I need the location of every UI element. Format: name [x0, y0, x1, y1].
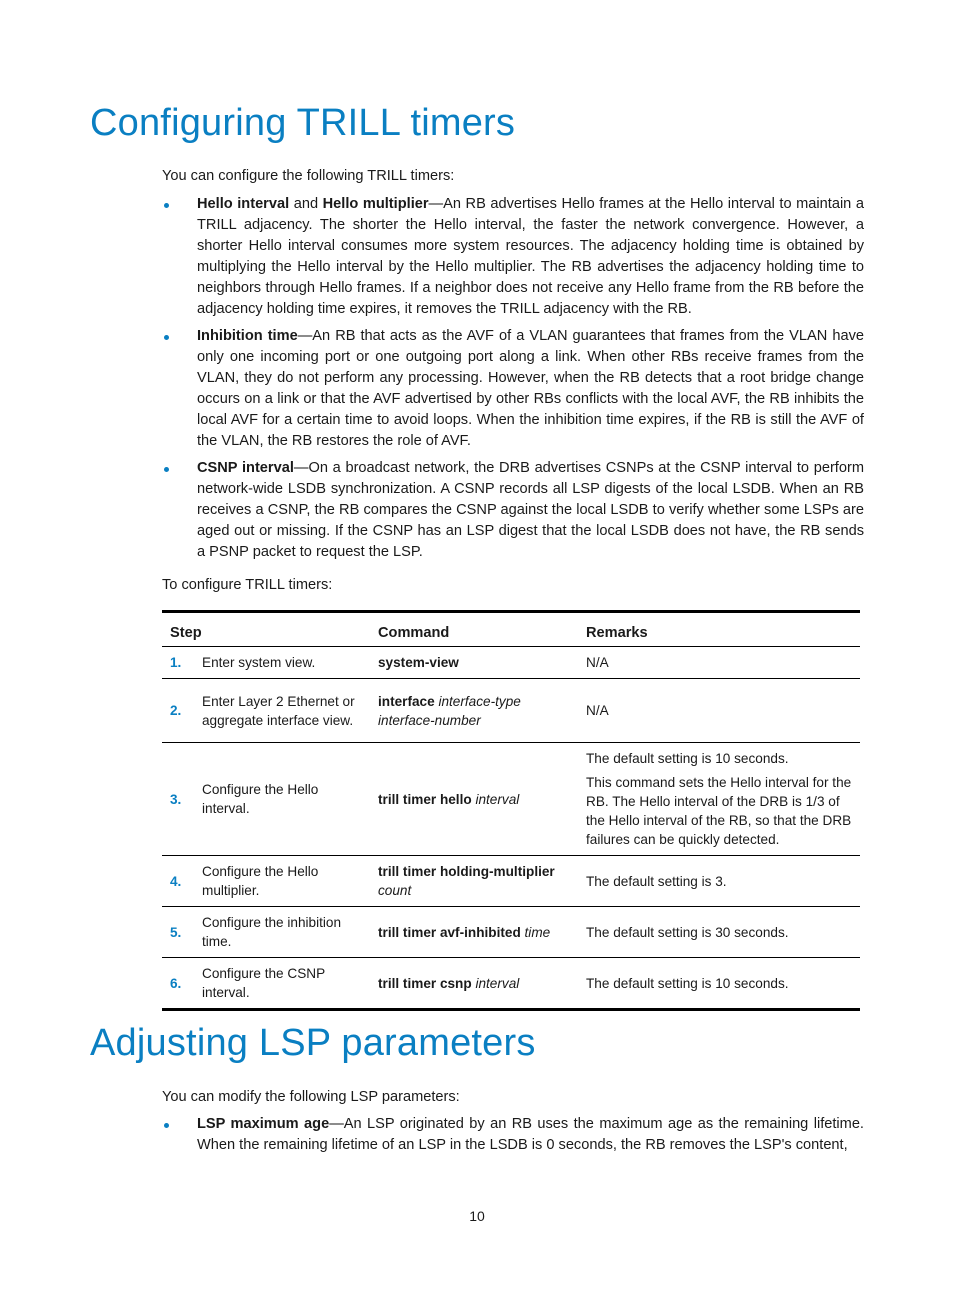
step-command — [370, 856, 578, 907]
bullet-icon — [164, 203, 169, 208]
section-title-lsp-parameters: Adjusting LSP parameters — [90, 1022, 536, 1064]
command-keyword: trill timer avf-inhibited — [378, 924, 521, 940]
command-argument: count — [378, 883, 412, 898]
step-number: 3. — [162, 743, 194, 856]
table-intro: To configure TRILL timers: — [162, 577, 333, 593]
step-command — [370, 907, 578, 958]
bullet-icon — [164, 467, 169, 472]
table-row — [162, 679, 860, 743]
remark-text: The default setting is 3. — [586, 873, 727, 889]
page-number: 10 — [469, 1208, 485, 1224]
step-number: 2. — [162, 679, 194, 743]
step-remarks — [578, 856, 860, 907]
section-title-trill-timers: Configuring TRILL timers — [90, 102, 516, 144]
step-number: 6. — [170, 975, 182, 991]
bullet-term: CSNP interval — [197, 460, 294, 476]
remark-text: N/A — [586, 655, 609, 670]
step-description: Configure the Hello interval. — [194, 743, 370, 856]
step-description: Configure the CSNP interval. — [202, 966, 325, 1000]
step-description: Configure the inhibition time. — [194, 907, 370, 958]
bullet-text: —An RB advertises Hello frames at the Hello interval to maintain a TRILL adjacency. The shorter the Hello interval, the faster the network convergence. However, a shorter Hello interval consumes more system resources. The adjacency holding time is obtained by multiplying the Hello interval by the Hello multiplier. The RB advertises the adjacency holding time to neighbors through Hello frames. If a neighbor does not receive any Hello frame from the RB before the adjacency holding time expires, it removes the TRILL adjacency with the RB. — [197, 196, 864, 317]
table-header-row — [162, 612, 860, 647]
bullet-text: —An RB that acts as the AVF of a VLAN guarantees that frames from the VLAN have only one incoming port or one outgoing port along a link. When other RBs receive frames from the VLAN, they do not perform any processing. However, when the RB detects that a root bridge change occurs on a link or that the AVF advertised by other RBs conflicts with the local AVF, the RB inhibits the local AVF for a certain time to avoid loops. When the inhibition time expires, if the RB is still the AVF of the VLAN, the RB restores the role of AVF. — [197, 328, 864, 449]
bullet-lsp-maximum-age — [162, 1114, 864, 1156]
bullet-term: Hello interval — [197, 196, 290, 212]
lsp-bullet-list — [162, 1114, 864, 1162]
intro-paragraph: You can configure the following TRILL timers: — [162, 168, 455, 184]
step-remarks — [578, 958, 860, 1010]
command-keyword: system-view — [378, 655, 459, 670]
bullet-hello-interval — [162, 194, 864, 320]
bullet-icon — [164, 335, 169, 340]
command-keyword: trill timer csnp — [378, 975, 472, 991]
remark-text: N/A — [586, 703, 609, 718]
step-command — [370, 743, 578, 856]
step-number: 5. — [162, 907, 194, 958]
bullet-text: —On a broadcast network, the DRB advertises CSNPs at the CSNP interval to perform network-wide LSDB synchronization. A CSNP records all LSP digests of the local LSDB. When an RB receives a CSNP, the RB compares the CSNP against the local LSDB to verify whether some LSPs are aged out or missing. If the CSNP has an LSP digest that the local LSDB does not have, the RB sends a PSNP packet to request the LSP. — [197, 460, 864, 560]
remark-text: This command sets the Hello interval for the RB. The Hello interval of the DRB is 1/3 of the Hello interval of the RB, so that the DRB failures can be quickly detected. — [586, 775, 852, 847]
bullet-csnp-interval — [162, 458, 864, 563]
step-description: Configure the Hello multiplier. — [194, 856, 370, 907]
step-remarks — [578, 679, 860, 743]
column-header-command: Command — [370, 612, 578, 647]
remark-text: The default setting is 30 seconds. — [586, 924, 789, 940]
command-argument: interface-type interface-number — [378, 693, 521, 728]
remark-text: The default setting is 10 seconds. — [586, 975, 789, 991]
step-description: Enter system view. — [194, 647, 370, 679]
table-row — [162, 856, 860, 907]
intro-paragraph: You can modify the following LSP parameters: — [162, 1089, 460, 1105]
command-keyword: trill timer holding-multiplier — [378, 864, 555, 879]
table-row — [162, 907, 860, 958]
column-header-step: Step — [162, 612, 370, 647]
step-description: Enter Layer 2 Ethernet or aggregate interface view. — [194, 679, 370, 743]
command-argument: interval — [475, 975, 520, 991]
table-row — [162, 958, 860, 1010]
command-argument: interval — [475, 791, 520, 807]
bullet-text: —An LSP originated by an RB uses the maximum age as the remaining lifetime. When the remaining lifetime of an LSP in the LSDB is 0 seconds, the RB removes the LSP's content, — [197, 1116, 864, 1153]
step-remarks — [578, 743, 860, 856]
command-argument: time — [524, 924, 551, 940]
bullet-term: Inhibition time — [197, 328, 298, 344]
step-command — [370, 647, 578, 679]
step-number: 4. — [162, 856, 194, 907]
bullet-term: LSP maximum age — [197, 1116, 330, 1132]
step-remarks — [578, 907, 860, 958]
bullet-inhibition-time — [162, 326, 864, 452]
bullet-icon — [164, 1123, 169, 1128]
step-command — [370, 679, 578, 743]
timer-bullet-list — [162, 194, 864, 569]
remark-text: The default setting is 10 seconds. — [586, 751, 789, 766]
step-remarks — [578, 647, 860, 679]
table-row — [162, 647, 860, 679]
bullet-connector: and — [289, 196, 323, 212]
bullet-term: Hello multiplier — [322, 196, 429, 212]
command-keyword: interface — [378, 693, 435, 709]
step-number: 1. — [162, 647, 194, 679]
table-row — [162, 743, 860, 856]
column-header-remarks: Remarks — [578, 612, 860, 647]
step-command — [370, 958, 578, 1010]
config-steps-table — [162, 610, 860, 1011]
command-keyword: trill timer hello — [378, 791, 472, 807]
